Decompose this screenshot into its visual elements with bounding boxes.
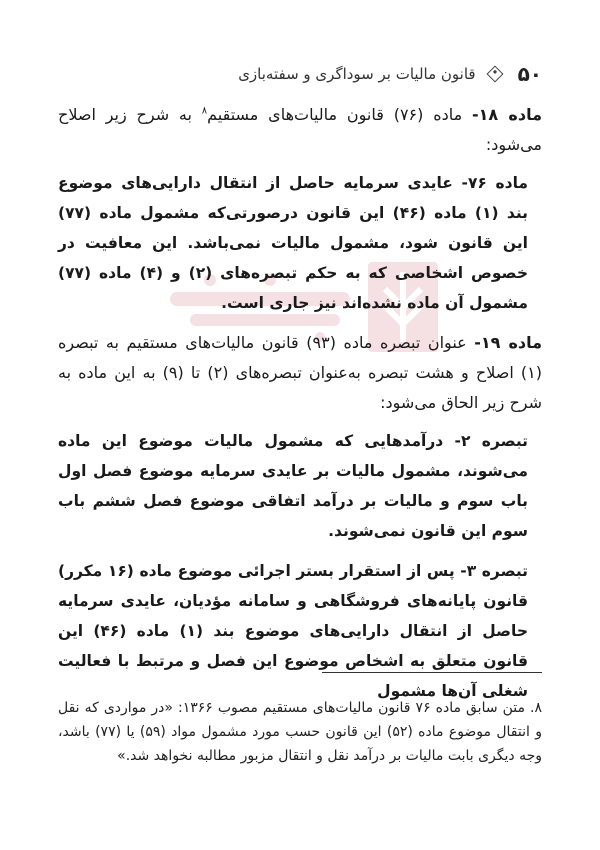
article-19-paragraph <box>58 328 542 418</box>
article-18-paragraph <box>58 100 542 160</box>
article-18-tail: به شرح زیر اصلاح می‌شود: <box>58 105 542 154</box>
article-18-text: ماده (۷۶) قانون مالیات‌های مستقیم <box>207 105 472 124</box>
footnote-divider <box>322 672 542 673</box>
article-19-heading: ماده ۱۹- <box>474 333 543 352</box>
running-title: قانون مالیات بر سوداگری و سفته‌بازی <box>238 65 476 83</box>
footnote-ref-8[interactable]: ۸ <box>201 105 208 117</box>
note-2-quote: تبصره ۲- درآمدهایی که مشمول مالیات موضوع این ماده می‌شوند، مشمول مالیات بر عایدی سرمایه موضوع فصل اول باب سوم و مالیات بر درآمد اتفاقی موضوع فصل ششم باب سوم این قانون نمی‌شوند. <box>58 432 529 540</box>
footnote-8: ۸. متن سابق ماده ۷۶ قانون مالیات‌های مستقیم مصوب ۱۳۶۶: «در مواردی که نقل و انتقال موضوع ماده (۵۲) این قانون حسب مورد مشمول مواد (۵۹) یا (۷۷) باشد، وجه دیگری بابت مالیات بر درآمد نقل و انتقال مزبور مطالبه نخواهد شد.» <box>58 700 542 764</box>
article-19-text: عنوان تبصره ماده (۹۳) قانون مالیات‌های مستقیم به تبصره (۱) اصلاح و هشت تبصره به‌عنوان تبصره‌های (۲) تا (۹) به این ماده به شرح زیر الحاق می‌شود: <box>58 333 543 412</box>
note-3-quote: تبصره ۳- پس از استقرار بستر اجرائی موضوع ماده (۱۶ مکرر) قانون پایانه‌های فروشگاهی و سامانه مؤدیان، عایدی سرمایه حاصل از انتقال دارایی‌های موضوع بند (۱) ماده (۴۶) این قانون متعلق به اشخاص موضوع این فصل و مرتبط با فعالیت شغلی آن‌ها مشمول <box>58 562 529 700</box>
diamond-ornament-icon <box>488 67 502 81</box>
main-text <box>58 100 542 716</box>
article-76-quote: ماده ۷۶- عایدی سرمایه حاصل از انتقال دارایی‌های موضوع بند (۱) ماده (۴۶) این قانون درصورتی‌که مشمول ماده (۷۷) این قانون شود، مشمول مالیات نمی‌باشد. این معافیت در خصوص اشخاصی که به حکم تبصره‌های (۲) و (۴) ماده (۷۷) مشمول آن ماده نشده‌اند نیز جاری است. <box>58 174 528 312</box>
page-number: ۵۰ <box>517 62 542 86</box>
article-18-heading: ماده ۱۸- <box>471 105 543 124</box>
page-header <box>58 58 542 90</box>
